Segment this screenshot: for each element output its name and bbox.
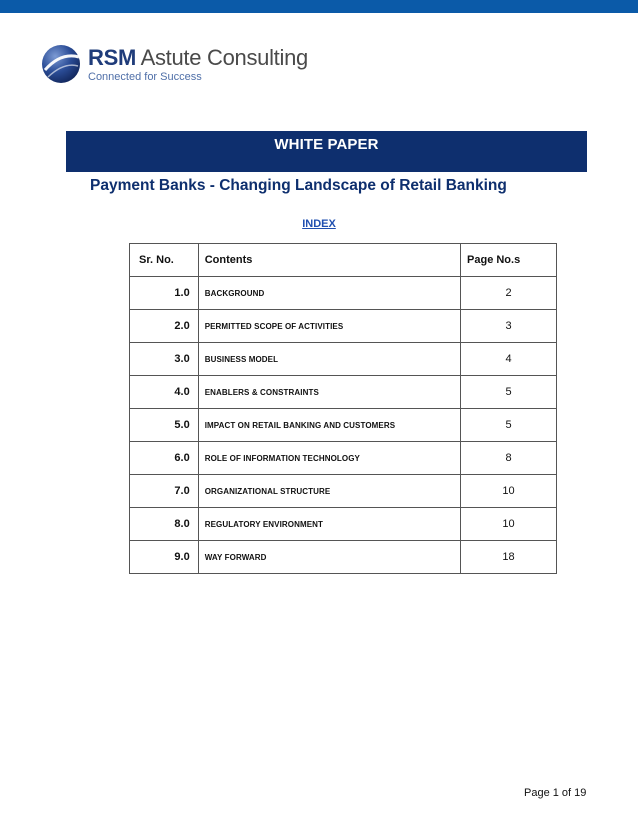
row-contents-link[interactable]: ROLE OF INFORMATION TECHNOLOGY — [198, 442, 460, 475]
row-sr-no: 9.0 — [130, 541, 199, 574]
row-contents-link[interactable]: PERMITTED SCOPE OF ACTIVITIES — [198, 310, 460, 343]
row-contents-link[interactable]: WAY FORWARD — [198, 541, 460, 574]
row-page-no: 8 — [461, 442, 557, 475]
table-row — [130, 310, 557, 343]
table-row — [130, 541, 557, 574]
row-sr-no: 4.0 — [130, 376, 199, 409]
row-page-no: 3 — [461, 310, 557, 343]
white-paper-banner — [66, 131, 587, 172]
company-logo — [40, 42, 308, 88]
table-row — [130, 277, 557, 310]
table-header-row — [130, 244, 557, 277]
table-row — [130, 442, 557, 475]
banner-label: WHITE PAPER — [274, 136, 379, 153]
row-page-no: 5 — [461, 376, 557, 409]
row-sr-no: 2.0 — [130, 310, 199, 343]
top-brand-bar — [0, 0, 638, 13]
row-sr-no: 8.0 — [130, 508, 199, 541]
header-sr-no: Sr. No. — [130, 244, 199, 277]
row-sr-no: 5.0 — [130, 409, 199, 442]
table-row — [130, 475, 557, 508]
row-page-no: 2 — [461, 277, 557, 310]
table-of-contents — [129, 243, 557, 574]
row-contents-link[interactable]: IMPACT ON RETAIL BANKING AND CUSTOMERS — [198, 409, 460, 442]
row-contents-link[interactable]: ENABLERS & CONSTRAINTS — [198, 376, 460, 409]
header-page-no: Page No.s — [461, 244, 557, 277]
table-row — [130, 376, 557, 409]
row-sr-no: 6.0 — [130, 442, 199, 475]
index-heading: INDEX — [302, 218, 336, 230]
row-page-no: 4 — [461, 343, 557, 376]
row-page-no: 5 — [461, 409, 557, 442]
row-page-no: 10 — [461, 508, 557, 541]
row-contents-link[interactable]: BUSINESS MODEL — [198, 343, 460, 376]
row-contents-link[interactable]: ORGANIZATIONAL STRUCTURE — [198, 475, 460, 508]
logo-brand: RSM — [88, 45, 136, 70]
row-sr-no: 1.0 — [130, 277, 199, 310]
row-page-no: 10 — [461, 475, 557, 508]
row-contents-link[interactable]: REGULATORY ENVIRONMENT — [198, 508, 460, 541]
table-row — [130, 409, 557, 442]
row-sr-no: 3.0 — [130, 343, 199, 376]
logo-tagline: Connected for Success — [88, 71, 202, 83]
page-number: Page 1 of 19 — [524, 787, 587, 799]
table-row — [130, 343, 557, 376]
header-contents: Contents — [198, 244, 460, 277]
table-row — [130, 508, 557, 541]
row-page-no: 18 — [461, 541, 557, 574]
row-sr-no: 7.0 — [130, 475, 199, 508]
logo-company: Astute Consulting — [140, 45, 308, 70]
row-contents-link[interactable]: BACKGROUND — [198, 277, 460, 310]
document-title: Payment Banks - Changing Landscape of Retail Banking — [90, 177, 507, 194]
globe-icon — [40, 42, 82, 86]
